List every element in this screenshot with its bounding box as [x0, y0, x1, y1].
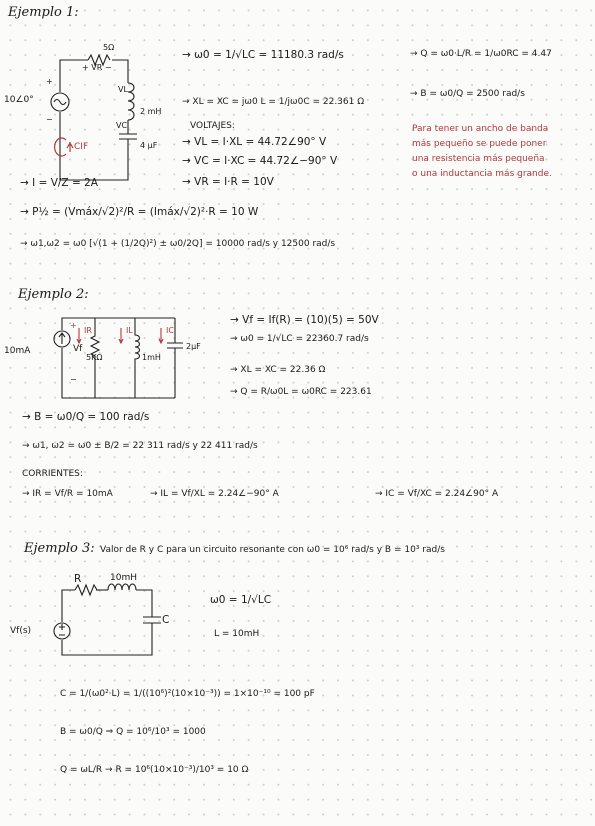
ex1-note-line1: Para tener un ancho de banda — [412, 124, 549, 134]
ex1-power-eq: → P½ = (Vmáx/√2)²/R = (Imáx/√2)²·R = 10 W — [20, 206, 259, 218]
ex2-source-label: 10mA — [4, 346, 31, 356]
ex3-inductor-label: 10mH — [110, 573, 137, 583]
ex1-vc-label: VC — [116, 121, 128, 130]
example3-title: Ejemplo 3: — [24, 541, 95, 556]
ex1-voltajes-heading: VOLTAJES: — [190, 121, 235, 131]
ex2-ic-label: IC — [166, 326, 174, 335]
ex2-vf-label: Vf — [73, 344, 83, 354]
ex2-xl-eq: → XL = XC = 22.36 Ω — [230, 365, 326, 375]
ex2-il-label: IL — [126, 326, 133, 335]
ex1-minus-sign: − — [46, 115, 53, 124]
ex2-inductor-label: 1mH — [142, 353, 161, 362]
ex3-w0-eq: ω0 = 1/√LC — [210, 594, 272, 606]
ex1-source-label: 10∠0° — [4, 95, 34, 105]
ex1-vr-label: + VR − — [82, 63, 112, 72]
ex3-capacitor-label: C — [162, 614, 170, 626]
ex1-inductor-label: 2 mH — [140, 107, 162, 116]
ex1-b-eq: → B = ω0/Q = 2500 rad/s — [410, 89, 525, 99]
ex1-note-line4: o una inductancia más grande. — [412, 169, 552, 179]
ex2-capacitor-label: 2µF — [186, 342, 201, 351]
ex1-xl-eq: → XL = XC = jω0 L = 1/jω0C = 22.361 Ω — [182, 97, 365, 107]
ex2-minus-sign: − — [70, 375, 77, 384]
example2-title: Ejemplo 2: — [18, 287, 89, 302]
ex3-l-value: L = 10mH — [214, 629, 260, 639]
ex1-q-eq: → Q = ω0·L/R = 1/ω0RC = 4.47 — [410, 49, 552, 59]
ex1-plus-sign: + — [46, 77, 53, 86]
ex1-w12-eq: → ω1,ω2 = ω0 [√(1 + (1/2Q)²) ± ω0/2Q] = 10000 rad/s y 12500 rad/s — [20, 239, 336, 249]
ex2-corrientes-heading: CORRIENTES: — [22, 469, 83, 479]
ex2-ir-eq: → IR = Vf/R = 10mA — [22, 489, 113, 499]
ex3-b-eq: B = ω0/Q ⇒ Q = 10⁶/10³ = 1000 — [60, 727, 206, 737]
ex1-vl-label: VL — [118, 85, 128, 94]
ex2-ir-label: IR — [84, 326, 92, 335]
ex2-w12-eq: → ω1, ω2 = ω0 ± B/2 = 22 311 rad/s y 22 411 rad/s — [22, 441, 258, 451]
ex2-q-eq: → Q = R/ω0L = ω0RC = 223.61 — [230, 387, 372, 397]
ex3-source-label: Vf(s) — [10, 626, 32, 636]
ex1-note-line3: una resistencia más pequeña — [412, 154, 545, 164]
ex2-resistor-label: 5KΩ — [86, 353, 103, 362]
ex1-vr-eq: → VR = I·R = 10V — [182, 176, 274, 188]
ex2-il-eq: → IL = Vf/XL = 2.24∠−90° A — [150, 489, 279, 499]
ex1-current-eq: → I = V/Z = 2A — [20, 177, 98, 189]
ex3-q-eq: Q = ωL/R → R = 10⁶(10×10⁻³)/10³ = 10 Ω — [60, 765, 249, 775]
ex2-ic-eq: → IC = Vf/XC = 2.24∠90° A — [375, 489, 499, 499]
ex2-vf-eq: → Vf = If(R) = (10)(5) = 50V — [230, 314, 379, 326]
ex3-statement: Valor de R y C para un circuito resonante con ω0 = 10⁶ rad/s y B = 10³ rad/s — [100, 545, 445, 555]
ex2-b-eq: → B = ω0/Q = 100 rad/s — [22, 411, 150, 423]
ex1-current-label: CIF — [74, 142, 89, 152]
ex3-resistor-label: R — [74, 573, 82, 585]
ex1-resistor-label: 5Ω — [103, 43, 115, 52]
example1-title: Ejemplo 1: — [8, 5, 79, 20]
ex1-vc-eq: → VC = I·XC = 44.72∠−90° V — [182, 155, 338, 167]
ex2-w0-eq: → ω0 = 1/√LC = 22360.7 rad/s — [230, 334, 369, 344]
ex3-c-eq: C = 1/(ω0²·L) = 1/((10⁶)²(10×10⁻³)) = 1×10⁻¹⁰ = 100 pF — [60, 689, 315, 699]
ex1-vl-eq: → VL = I·XL = 44.72∠90° V — [182, 136, 327, 148]
ex1-w0-eq: → ω0 = 1/√LC = 11180.3 rad/s — [182, 49, 344, 61]
ex1-note-line2: más pequeño se puede poner — [412, 139, 547, 149]
ex2-plus-sign: + — [70, 321, 77, 330]
ex1-capacitor-label: 4 µF — [140, 141, 158, 150]
